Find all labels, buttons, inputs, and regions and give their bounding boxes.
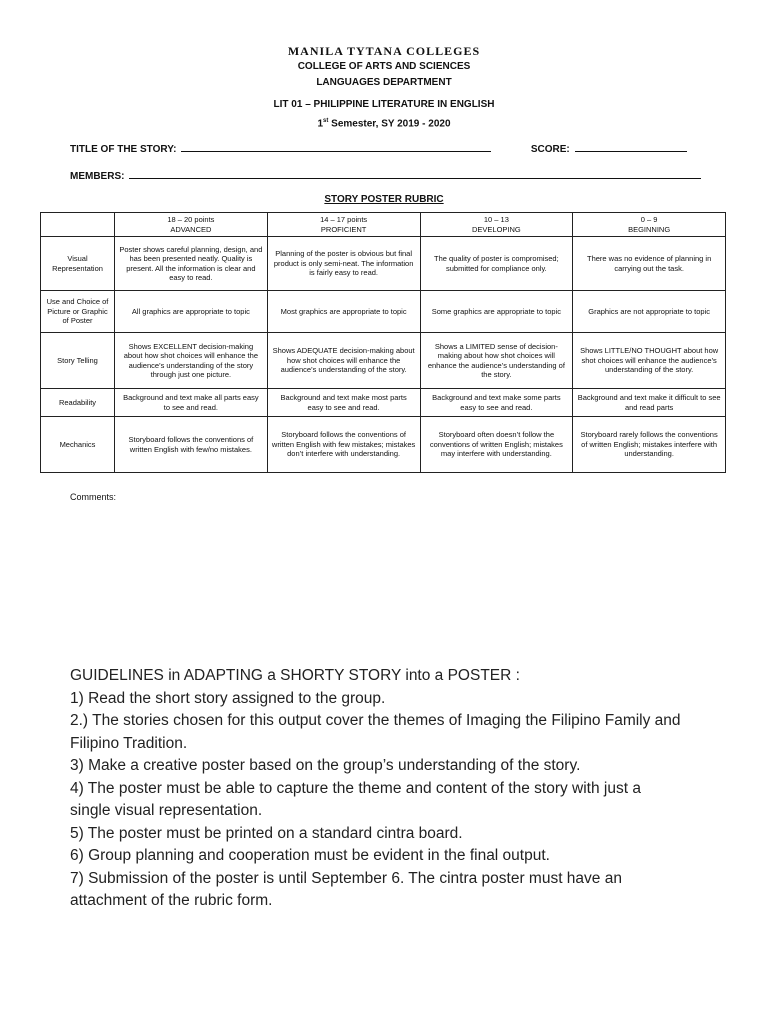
guideline-line: 2.) The stories chosen for this output cover the themes of Imaging the Filipino Family and: [70, 712, 681, 729]
guideline-line: 4) The poster must be able to capture the theme and content of the story with just a: [70, 779, 641, 797]
criterion-cell: Readability: [41, 389, 115, 417]
rubric-cell: Background and text make all parts easy to see and read.: [115, 389, 268, 417]
guideline-line: attachment of the rubric form.: [70, 892, 273, 909]
rubric-row-graphics: [41, 291, 726, 333]
rubric-cell: Most graphics are appropriate to topic: [267, 291, 420, 333]
department-name: LANGUAGES DEPARTMENT: [316, 77, 452, 88]
criterion-cell: Story Telling: [41, 333, 115, 389]
guideline-line: 6) Group planning and cooperation must be evident in the final output.: [70, 847, 550, 864]
rubric-cell: Storyboard rarely follows the conventions of written English; mistakes interfere with understanding.: [573, 417, 726, 473]
rubric-cell: There was no evidence of planning in carrying out the task.: [573, 237, 726, 291]
course-title: LIT 01 – PHILIPPINE LITERATURE IN ENGLISH: [273, 99, 495, 110]
title-score-row: [70, 141, 687, 155]
level-header-advanced: 18 – 20 points ADVANCED: [115, 213, 268, 237]
rubric-cell: The quality of poster is compromised; submitted for compliance only.: [420, 237, 573, 291]
members-blank[interactable]: [129, 168, 701, 179]
story-title-label: TITLE OF THE STORY:: [70, 144, 177, 155]
rubric-cell: Storyboard often doesn’t follow the conventions of written English; mistakes may interfere with understanding.: [420, 417, 573, 473]
members-label: MEMBERS:: [70, 171, 125, 182]
rubric-cell: Background and text make most parts easy to see and read.: [267, 389, 420, 417]
semester-line: [0, 113, 768, 132]
rubric-cell: Storyboard follows the conventions of written English with few/no mistakes.: [115, 417, 268, 473]
semester-text: Semester, SY 2019 - 2020: [328, 118, 451, 130]
level-header-beginning: 0 – 9 BEGINNING: [573, 213, 726, 237]
guideline-line: Filipino Tradition.: [70, 734, 188, 752]
rubric-cell: Shows EXCELLENT decision-making about how shot choices will enhance the audience’s understanding of the story through just one picture.: [115, 333, 268, 389]
rubric-cell: Background and text make some parts easy to see and read.: [420, 389, 573, 417]
school-name: COLLEGE OF ARTS AND SCIENCES: [297, 61, 471, 72]
rubric-cell: Shows LITTLE/NO THOUGHT about how shot choices will enhance the audience’s understanding of the story.: [573, 333, 726, 389]
rubric-cell: Shows ADEQUATE decision-making about how shot choices will enhance the audience’s understanding of the story.: [267, 333, 420, 389]
level-header-developing: 10 – 13 DEVELOPING: [420, 213, 573, 237]
rubric-row-mechanics: [41, 417, 726, 473]
rubric-header-row: [41, 213, 726, 237]
criterion-cell: Visual Representation: [41, 237, 115, 291]
rubric-cell: Poster shows careful planning, design, and has been presented neatly. Quality is present. All the information is clear and easy to read.: [115, 237, 268, 291]
story-title-blank[interactable]: [181, 141, 491, 152]
guideline-line: 7) Submission of the poster is until September 6. The cintra poster must have an: [70, 869, 622, 887]
college-name: MANILA TYTANA COLLEGES: [287, 44, 481, 58]
document-header: [0, 43, 768, 132]
criterion-header-cell: [41, 213, 115, 237]
criterion-cell: Use and Choice of Picture or Graphic of Poster: [41, 291, 115, 333]
semester-suffix: st: [323, 118, 329, 124]
score-label: SCORE:: [530, 144, 570, 155]
guideline-line: single visual representation.: [70, 802, 263, 819]
guidelines-section: [70, 665, 720, 913]
rubric-cell: Storyboard follows the conventions of written English with few mistakes; mistakes don’t interfere with understanding.: [267, 417, 420, 473]
guideline-line: 3) Make a creative poster based on the group’s understanding of the story.: [70, 757, 581, 774]
rubric-row-readability: [41, 389, 726, 417]
rubric-cell: Graphics are not appropriate to topic: [573, 291, 726, 333]
guideline-line: 5) The poster must be printed on a standard cintra board.: [70, 824, 463, 842]
rubric-cell: Shows a LIMITED sense of decision-making about how shot choices will enhance the audience’s understanding of the story.: [420, 333, 573, 389]
guidelines-heading: GUIDELINES in ADAPTING a SHORTY STORY into a POSTER :: [70, 667, 520, 684]
rubric-cell: Some graphics are appropriate to topic: [420, 291, 573, 333]
rubric-table: [40, 212, 726, 473]
comments-label: Comments:: [70, 492, 117, 502]
members-row: [70, 168, 701, 182]
rubric-cell: Planning of the poster is obvious but final product is only semi-neat. The information is fairly easy to read.: [267, 237, 420, 291]
rubric-row-story-telling: [41, 333, 726, 389]
guideline-line: 1) Read the short story assigned to the group.: [70, 689, 386, 707]
rubric-cell: All graphics are appropriate to topic: [115, 291, 268, 333]
level-header-proficient: 14 – 17 points PROFICIENT: [267, 213, 420, 237]
score-blank[interactable]: [575, 141, 687, 152]
criterion-cell: Mechanics: [41, 417, 115, 473]
rubric-title: STORY POSTER RUBRIC: [324, 194, 444, 205]
rubric-row-visual-representation: [41, 237, 726, 291]
rubric-cell: Background and text make it difficult to see and read parts: [573, 389, 726, 417]
semester-number: 1: [317, 118, 324, 130]
